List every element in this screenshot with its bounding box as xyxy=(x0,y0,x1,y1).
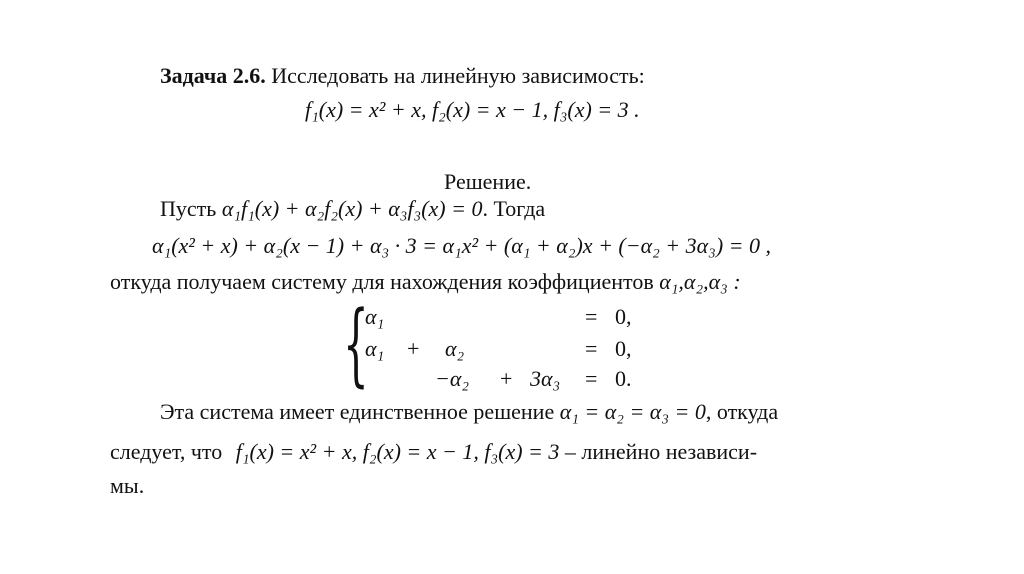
task-functions: f₁(x) = x² + x, f₂(x) = x − 1, f₃(x) = 3 . xyxy=(305,97,640,122)
expansion-equation: α₁(x² + x) + α₂(x − 1) + α₃ · 3 = α₁x² + (α₁ + α₂)x + (−α₂ + 3α₃) = 0 , xyxy=(152,233,771,258)
row2-b: α₂ xyxy=(445,336,465,361)
row1-rhs: 0, xyxy=(615,304,632,329)
row3-op2: + xyxy=(500,366,513,391)
system-intro-line xyxy=(110,268,741,296)
system-intro-text: откуда получаем систему для нахождения коэффициентов xyxy=(110,269,654,294)
row3-b: −α₂ xyxy=(435,366,470,391)
row3-c: 3α₃ xyxy=(530,366,561,391)
row2-op1: + xyxy=(407,336,420,361)
row1-a: α₁ xyxy=(365,304,385,329)
let-word: Пусть xyxy=(160,196,217,221)
follows-word: следует, что xyxy=(110,439,223,464)
row2-a: α₁ xyxy=(365,336,385,361)
task-statement xyxy=(160,62,645,90)
row1-eq: = xyxy=(585,304,598,329)
coefficients: α₁,α₂,α₃ : xyxy=(659,269,741,294)
row3-rhs: 0. xyxy=(615,366,632,391)
last-line: мы. xyxy=(110,473,145,498)
task-label: Задача 2.6. xyxy=(160,63,266,88)
left-brace: { xyxy=(343,292,369,397)
unique-solution-line xyxy=(160,398,778,426)
row2-rhs: 0, xyxy=(615,336,632,361)
unique-expression: α₁ = α₂ = α₃ = 0 xyxy=(559,399,706,424)
then-word: . Тогда xyxy=(482,196,546,221)
row2-eq: = xyxy=(585,336,598,361)
system-row-2 xyxy=(365,336,665,362)
row3-eq: = xyxy=(585,366,598,391)
follows-line xyxy=(110,438,757,466)
follows-expression: f₁(x) = x² + x, f₂(x) = x − 1, f₃(x) = 3 xyxy=(235,439,560,464)
follows-tail: – линейно независи- xyxy=(564,439,758,464)
system-row-3 xyxy=(365,366,665,392)
solution-heading: Решение. xyxy=(444,169,532,194)
system-row-1 xyxy=(365,304,665,330)
let-line xyxy=(160,195,545,223)
unique-text: Эта система имеет единственное решение xyxy=(160,399,555,424)
unique-tail: , откуда xyxy=(705,399,779,424)
task-text: Исследовать на линейную зависимость: xyxy=(271,63,645,88)
let-expression: α₁f₁(x) + α₂f₂(x) + α₃f₃(x) = 0 xyxy=(221,196,483,221)
